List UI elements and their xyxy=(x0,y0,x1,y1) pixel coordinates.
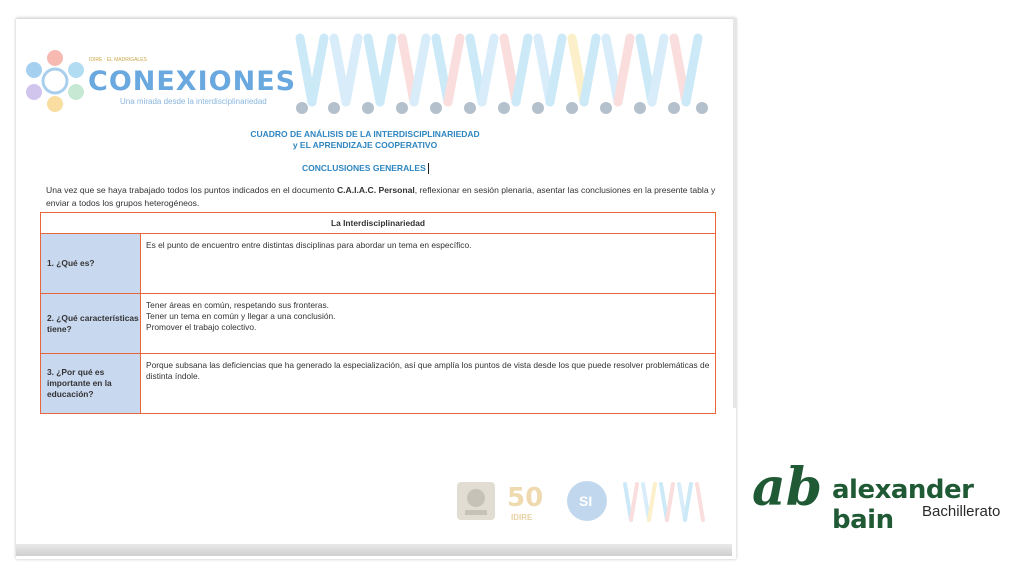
table-question: 3. ¿Por qué es importante en la educación? xyxy=(41,354,141,414)
answer-line: Porque subsana las deficiencias que ha generado la especialización, así que amplía los puntos de vista desde los que puede resolver problemáticas de distinta índole. xyxy=(146,360,710,381)
table-row xyxy=(41,354,716,414)
brand-name: alexander bain xyxy=(832,475,974,535)
svg-text:50: 50 xyxy=(507,483,544,513)
table-row xyxy=(41,234,716,294)
idire-label: IDIRE xyxy=(511,513,533,522)
intro-text-after: , reflexionar en sesión plenaria, asentar las conclusiones en la presente tabla y enviar a todos los grupos heterogéneos. xyxy=(46,185,716,208)
si-label: SI xyxy=(579,493,593,509)
logo-title: CONEXIONES xyxy=(88,66,297,97)
analysis-table xyxy=(40,212,716,414)
answer-line: Promover el trabajo colectivo. xyxy=(146,322,257,332)
table-question: 2. ¿Qué características tiene? xyxy=(41,294,141,354)
intro-text-bold: C.A.I.A.C. Personal xyxy=(336,185,415,195)
alexander-bain-logo xyxy=(752,457,1022,535)
table-header: La Interdisciplinariedad xyxy=(41,213,716,234)
intro-paragraph xyxy=(46,184,716,210)
document-bottom-bar xyxy=(16,544,732,556)
text-cursor xyxy=(428,163,429,174)
logo-subtitle: Una mirada desde la interdisciplinariedad xyxy=(120,97,267,106)
table-row xyxy=(41,294,716,354)
idire-50-logo-icon xyxy=(507,483,543,522)
footer-logos xyxy=(455,476,715,526)
conexiones-pattern-icon xyxy=(625,484,703,520)
ab-monogram: ab xyxy=(752,457,823,518)
section-title xyxy=(302,163,429,174)
answer-line: Tener áreas en común, respetando sus fronteras. xyxy=(146,300,329,310)
document-edge-shade xyxy=(733,18,737,408)
table-answer xyxy=(141,234,716,294)
answer-line: Es el punto de encuentro entre distintas disciplinas para abordar un tema en específico. xyxy=(146,240,472,250)
table-answer xyxy=(141,294,716,354)
unam-crest-icon xyxy=(457,482,495,520)
brand-subtitle: Bachillerato xyxy=(922,503,1001,520)
section-title-text: CONCLUSIONES GENERALES xyxy=(302,163,426,173)
logo-kicker: IDIRE · EL MADRIGALES xyxy=(89,57,147,63)
intro-text-before: Una vez que se haya trabajado todos los puntos indicados en el documento xyxy=(46,185,337,195)
si-logo-icon xyxy=(567,481,607,521)
table-answer xyxy=(141,354,716,414)
document-heading-line2: y EL APRENDIZAJE COOPERATIVO xyxy=(292,140,438,150)
document-heading-line1: CUADRO DE ANÁLISIS DE LA INTERDISCIPLINARIEDAD xyxy=(250,129,480,139)
decorative-banner xyxy=(290,30,720,122)
answer-line: Tener un tema en común y llegar a una conclusión. xyxy=(146,311,336,321)
conexiones-logo-icon xyxy=(22,48,88,114)
table-question: 1. ¿Qué es? xyxy=(41,234,141,294)
